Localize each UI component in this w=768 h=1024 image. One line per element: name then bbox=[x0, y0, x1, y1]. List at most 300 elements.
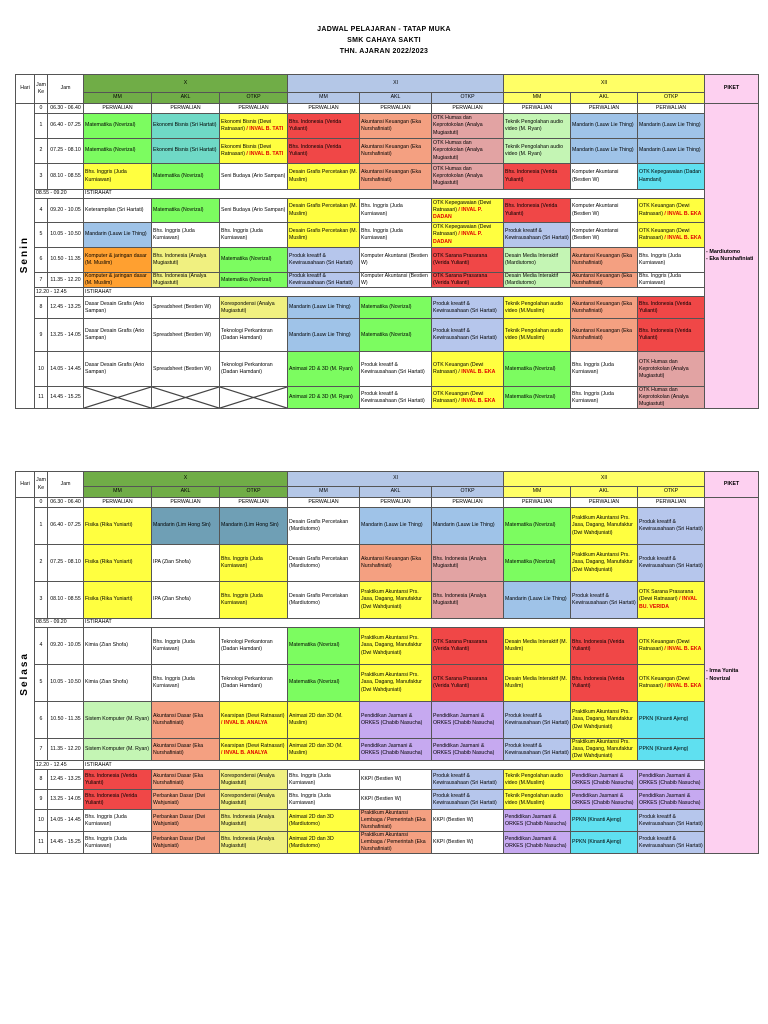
perwalian-cell: PERWALIAN bbox=[288, 104, 360, 114]
lesson-cell bbox=[152, 248, 220, 273]
lesson-text: Produk kreatif & Kewirausahaan (Sri Hartati) bbox=[505, 742, 569, 756]
schedule-table-senin bbox=[15, 74, 759, 409]
period-number: 9 bbox=[35, 790, 48, 810]
lesson-cell bbox=[432, 139, 504, 164]
lesson-text: Bhs. Inggris (Juda Kurniawan) bbox=[639, 252, 681, 266]
lesson-text: Akuntansi Dasar (Eka Nurshafiniati) bbox=[153, 742, 204, 756]
lesson-text: Bhs. Inggris (Juda Kurniawan) bbox=[572, 362, 614, 376]
lesson-text: Kimia (Zian Shofa) bbox=[85, 642, 128, 649]
lesson-text: Korespondensi (Analya Mugiastuti) bbox=[221, 772, 275, 786]
break-time: 08.55 - 09.20 bbox=[35, 190, 84, 199]
lesson-cell bbox=[504, 223, 571, 248]
lesson-cell bbox=[152, 790, 220, 810]
substitute-note: / INVAL B. EKA bbox=[664, 646, 702, 652]
lesson-cell bbox=[288, 739, 360, 761]
period-time: 09.20 - 10.05 bbox=[48, 199, 84, 223]
lesson-text: Dasar Desain Grafis (Ario Sampan) bbox=[85, 300, 145, 314]
lesson-cell bbox=[432, 352, 504, 387]
lesson-cell bbox=[638, 545, 705, 582]
lesson-cell bbox=[288, 665, 360, 702]
lesson-text: Bhs. Indonesia (Analya Mugiastuti) bbox=[433, 555, 487, 569]
lesson-text: Teknologi Perkantoran (Dadan Hamdani) bbox=[221, 675, 273, 689]
major-header-otkp: OTKP bbox=[432, 487, 504, 498]
piket-name: - Mardiutomo bbox=[706, 248, 741, 255]
lesson-text: Bhs. Inggris (Juda Kurniawan) bbox=[85, 835, 127, 849]
day-name: Senin bbox=[19, 235, 31, 274]
lesson-cell bbox=[432, 114, 504, 139]
lesson-cell bbox=[638, 319, 705, 352]
schedule-row bbox=[16, 665, 759, 702]
schedule-row bbox=[16, 508, 759, 545]
lesson-text: Praktikum Akuntansi Prs. Jasa, Dagang, Manufaktur (Dwi Wahdjuniati) bbox=[572, 552, 633, 573]
schedule-row bbox=[16, 223, 759, 248]
lesson-text: Produk kreatif & Kewirausahaan (Sri Hartati) bbox=[433, 792, 497, 806]
lesson-text: Dasar Desain Grafis (Ario Sampan) bbox=[85, 328, 145, 342]
perwalian-cell: PERWALIAN bbox=[288, 498, 360, 508]
lesson-cell bbox=[220, 297, 288, 319]
lesson-cell bbox=[638, 508, 705, 545]
lesson-text: Mandarin (Lauw Lie Thing) bbox=[572, 122, 634, 129]
lesson-text: KKPI (Bestien W) bbox=[433, 839, 474, 846]
lesson-text: Ekonomi Bisnis (Dewi Ratnasari) bbox=[221, 118, 272, 132]
schedule-row bbox=[16, 199, 759, 223]
lesson-text: Bhs. Indonesia (Verida Yulianti) bbox=[572, 675, 625, 689]
perwalian-cell: PERWALIAN bbox=[504, 104, 571, 114]
lesson-cell bbox=[220, 665, 288, 702]
lesson-text: Praktikum Akuntansi Prs. Jasa, Dagang, Manufaktur (Dwi Wahdjuniati) bbox=[361, 635, 422, 656]
period-time: 07.25 - 08.10 bbox=[48, 139, 84, 164]
major-header-otkp: OTKP bbox=[638, 487, 705, 498]
schedule-row bbox=[16, 387, 759, 409]
lesson-text: Bhs. Inggris (Juda Kurniawan) bbox=[289, 772, 331, 786]
lesson-cell bbox=[220, 545, 288, 582]
lesson-text: Animasi 2D dan 3D (M. Muslim) bbox=[289, 742, 343, 756]
lesson-cell bbox=[152, 545, 220, 582]
lesson-cell bbox=[638, 810, 705, 832]
cross-mark-icon bbox=[220, 387, 287, 408]
lesson-text: Bhs. Inggris (Juda Kurniawan) bbox=[572, 390, 614, 404]
lesson-text: Teknik Pengolahan audio video (M.Muslim) bbox=[505, 328, 564, 342]
major-header-mm: MM bbox=[504, 93, 571, 104]
lesson-text: Mandarin (Lauw Lie Thing) bbox=[639, 147, 701, 154]
lesson-cell bbox=[432, 739, 504, 761]
period-time: 10.05 - 10.50 bbox=[48, 223, 84, 248]
lesson-text: Desain Grafis Percetakan (Mardiutomo) bbox=[289, 555, 349, 569]
lesson-text: Matematika (Novrizal) bbox=[85, 122, 136, 129]
lesson-text: Pendidikan Jasmani & ORKES (Chabib Nasucha) bbox=[505, 813, 567, 827]
lesson-text: Akuntansi Dasar (Eka Nurshafiniati) bbox=[153, 712, 204, 726]
lesson-cell bbox=[638, 352, 705, 387]
lesson-text: Animasi 2D & 3D (M. Ryan) bbox=[289, 365, 353, 372]
lesson-text: Praktikum Akuntansi Prs. Jasa, Dagang, Manufaktur (Dwi Wahdjuniati) bbox=[361, 672, 422, 693]
lesson-text: Desain Media Interaktif (M. Muslim) bbox=[505, 638, 568, 652]
lesson-text: Mandarin (Lauw Lie Thing) bbox=[85, 231, 147, 238]
lesson-text: Pendidikan Jasmani & ORKES (Chabib Nasucha) bbox=[361, 742, 423, 756]
lesson-cell bbox=[504, 702, 571, 739]
lesson-text: Spreadsheet (Bestien W) bbox=[153, 331, 211, 338]
lesson-cell bbox=[220, 810, 288, 832]
lesson-text: Bhs. Indonesia (Analya Mugiastuti) bbox=[221, 835, 275, 849]
lesson-cell bbox=[220, 248, 288, 273]
period-time: 10.50 - 11.35 bbox=[48, 248, 84, 273]
substitute-note: / INVAL B. TATI bbox=[246, 151, 284, 157]
lesson-text: Mandarin (Lim Hong Sin) bbox=[153, 522, 211, 529]
lesson-text: Desain Grafis Percetakan (Mardiutomo) bbox=[289, 592, 349, 606]
lesson-text: Bhs. Inggris (Juda Kurniawan) bbox=[639, 273, 681, 287]
lesson-cell bbox=[360, 665, 432, 702]
perwalian-cell: PERWALIAN bbox=[84, 498, 152, 508]
lesson-text: Bhs. Indonesia (Analya Mugiastuti) bbox=[433, 592, 487, 606]
lesson-cell bbox=[288, 352, 360, 387]
lesson-text: Bhs. Inggris (Juda Kurniawan) bbox=[153, 638, 195, 652]
lesson-text: Bhs. Inggris (Juda Kurniawan) bbox=[153, 675, 195, 689]
lesson-text: Desain Media Interaktif (Mardiutomo) bbox=[505, 273, 559, 287]
lesson-cell bbox=[571, 387, 638, 409]
lesson-text: Akuntansi Keuangan (Eka Nurshafiniati) bbox=[572, 252, 633, 266]
break-time: 12.20 - 12.45 bbox=[35, 288, 84, 297]
lesson-text: OTK Humas dan Keprotokolan (Analya Mugiastuti) bbox=[433, 115, 483, 136]
lesson-cell bbox=[571, 582, 638, 619]
lesson-cell bbox=[220, 739, 288, 761]
perwalian-cell: PERWALIAN bbox=[220, 498, 288, 508]
lesson-text: OTK Keuangan (Dewi Ratnasari) bbox=[639, 675, 690, 689]
lesson-text: Produk kreatif & Kewirausahaan (Sri Hartati) bbox=[639, 518, 703, 532]
lesson-text: Produk kreatif & Kewirausahaan (Sri Hartati) bbox=[289, 273, 353, 287]
lesson-cell bbox=[152, 164, 220, 190]
lesson-text: Bhs. Indonesia (Verida Yulianti) bbox=[505, 203, 558, 217]
cross-mark-icon bbox=[84, 387, 151, 408]
lesson-cell bbox=[84, 199, 152, 223]
day-name: Selasa bbox=[19, 652, 31, 696]
lesson-text: Akuntansi Keuangan (Eka Nurshafiniati) bbox=[361, 555, 421, 569]
lesson-cell bbox=[504, 508, 571, 545]
lesson-cell bbox=[152, 139, 220, 164]
school-year: THN. AJARAN 2022/2023 bbox=[339, 48, 429, 55]
lesson-cell bbox=[360, 545, 432, 582]
empty-slot bbox=[152, 387, 220, 409]
perwalian-cell: PERWALIAN bbox=[152, 104, 220, 114]
lesson-cell bbox=[84, 832, 152, 854]
lesson-cell bbox=[432, 665, 504, 702]
lesson-text: Teknik Pengolahan audio video (M.Muslim) bbox=[505, 300, 564, 314]
lesson-text: Produk kreatif & Kewirausahaan (Sri Hartati) bbox=[505, 227, 569, 241]
lesson-cell bbox=[152, 702, 220, 739]
lesson-text: Matematika (Novrizal) bbox=[289, 679, 340, 686]
schedule-row bbox=[16, 248, 759, 273]
lesson-cell bbox=[504, 114, 571, 139]
col-header-hari: Hari bbox=[16, 472, 35, 498]
lesson-text: Matematika (Novrizal) bbox=[221, 256, 272, 263]
lesson-text: Bhs. Indonesia (Analya Mugiastuti) bbox=[221, 813, 275, 827]
lesson-text: Praktikum Akuntansi Lembaga / Pemerintah (Eka Nurshafiniati) bbox=[361, 832, 426, 853]
lesson-text: Produk kreatif & Kewirausahaan (Sri Hartati) bbox=[639, 835, 703, 849]
lesson-text: OTK Humas dan Keprotokolan (Analya Mugiastuti) bbox=[639, 358, 689, 379]
lesson-cell bbox=[571, 665, 638, 702]
lesson-text: Matematika (Novrizal) bbox=[221, 276, 272, 283]
lesson-text: Matematika (Novrizal) bbox=[505, 365, 556, 372]
lesson-text: Akuntansi Keuangan (Eka Nurshafiniati) bbox=[572, 273, 633, 287]
lesson-text: Praktikum Akuntansi Prs. Jasa, Dagang, Manufaktur (Dwi Wahdjuniati) bbox=[572, 739, 633, 760]
day-label bbox=[16, 498, 35, 854]
break-time: 08.55 - 09.20 bbox=[35, 619, 84, 628]
lesson-text: Bhs. Inggris (Juda Kurniawan) bbox=[361, 227, 403, 241]
break-label: ISTIRAHAT bbox=[84, 288, 705, 297]
schedule-row bbox=[16, 761, 759, 770]
period-number: 5 bbox=[35, 665, 48, 702]
lesson-cell bbox=[360, 139, 432, 164]
period-number: 4 bbox=[35, 628, 48, 665]
lesson-cell bbox=[432, 832, 504, 854]
lesson-cell bbox=[152, 199, 220, 223]
lesson-cell bbox=[504, 832, 571, 854]
lesson-cell bbox=[220, 319, 288, 352]
schedule-row bbox=[16, 297, 759, 319]
lesson-cell bbox=[504, 139, 571, 164]
lesson-cell bbox=[432, 628, 504, 665]
lesson-cell bbox=[360, 702, 432, 739]
lesson-cell bbox=[84, 114, 152, 139]
lesson-cell bbox=[638, 582, 705, 619]
lesson-text: Fisika (Rika Yuniarti) bbox=[85, 596, 133, 603]
lesson-cell bbox=[504, 582, 571, 619]
break-label: ISTIRAHAT bbox=[84, 619, 705, 628]
period-number: 0 bbox=[35, 104, 48, 114]
lesson-text: Komputer Akuntansi (Bestien W) bbox=[572, 227, 619, 241]
lesson-text: Pendidikan Jasmani & ORKES (Chabib Nasucha) bbox=[433, 712, 495, 726]
lesson-text: Pendidikan Jasmani & ORKES (Chabib Nasucha) bbox=[639, 772, 701, 786]
empty-slot bbox=[84, 387, 152, 409]
lesson-text: Korespondensi (Analya Mugiastuti) bbox=[221, 300, 275, 314]
period-number: 3 bbox=[35, 582, 48, 619]
lesson-cell bbox=[152, 508, 220, 545]
lesson-cell bbox=[432, 582, 504, 619]
lesson-text: KKPI (Bestien W) bbox=[433, 817, 474, 824]
lesson-text: OTK Sarana Prasarana (Verida Yulianti) bbox=[433, 252, 488, 266]
lesson-text: Ekonomi Bisnis (Sri Hartati) bbox=[153, 122, 217, 129]
lesson-cell bbox=[360, 199, 432, 223]
lesson-text: Bhs. Inggris (Juda Kurniawan) bbox=[85, 169, 127, 183]
period-time: 13.25 - 14.05 bbox=[48, 319, 84, 352]
lesson-cell bbox=[571, 164, 638, 190]
lesson-text: Fisika (Rika Yuniarti) bbox=[85, 522, 133, 529]
schedule-row bbox=[16, 498, 759, 508]
period-time: 14.05 - 14.45 bbox=[48, 810, 84, 832]
period-number: 5 bbox=[35, 223, 48, 248]
schedule-row bbox=[16, 702, 759, 739]
lesson-cell bbox=[360, 810, 432, 832]
period-number: 11 bbox=[35, 387, 48, 409]
lesson-cell bbox=[571, 248, 638, 273]
lesson-text: Desain Grafis Percetakan (M. Muslim) bbox=[289, 169, 358, 183]
lesson-cell bbox=[220, 114, 288, 139]
lesson-text: Perbankan Dasar (Dwi Wahjuniati) bbox=[153, 792, 206, 806]
lesson-cell bbox=[360, 114, 432, 139]
lesson-text: Teknik Pengolahan audio video (M. Ryan) bbox=[505, 118, 564, 132]
lesson-text: Komputer Akuntansi (Bestien W) bbox=[361, 252, 428, 266]
lesson-cell bbox=[571, 297, 638, 319]
lesson-text: Bhs. Indonesia (Verida Yulianti) bbox=[289, 118, 342, 132]
lesson-text: Ekonomi Bisnis (Sri Hartati) bbox=[153, 147, 217, 154]
lesson-cell bbox=[504, 665, 571, 702]
lesson-cell bbox=[152, 770, 220, 790]
lesson-text: Animasi 2D & 3D (M. Ryan) bbox=[289, 394, 353, 401]
lesson-text: OTK Keuangan (Dewi Ratnasari) bbox=[639, 638, 690, 652]
lesson-cell bbox=[288, 832, 360, 854]
lesson-cell bbox=[504, 387, 571, 409]
lesson-cell bbox=[220, 508, 288, 545]
substitute-note: / INVAL P. DADAN bbox=[433, 231, 483, 245]
lesson-cell bbox=[571, 223, 638, 248]
lesson-cell bbox=[432, 223, 504, 248]
period-number: 10 bbox=[35, 352, 48, 387]
major-header-akl: AKL bbox=[360, 487, 432, 498]
major-header-mm: MM bbox=[84, 487, 152, 498]
lesson-text: Mandarin (Lim Hong Sin) bbox=[221, 522, 279, 529]
lesson-text: Desain Grafis Percetakan (Mardiutomo) bbox=[289, 518, 349, 532]
period-time: 14.45 - 15.25 bbox=[48, 387, 84, 409]
schedule-row bbox=[16, 273, 759, 288]
period-number: 8 bbox=[35, 770, 48, 790]
lesson-cell bbox=[360, 248, 432, 273]
lesson-text: Kearsipan (Dewi Ratnasari) bbox=[221, 712, 285, 719]
lesson-cell bbox=[152, 114, 220, 139]
major-header-akl: AKL bbox=[360, 93, 432, 104]
lesson-text: OTK Kepegawaian (Dewi Ratnasari) bbox=[433, 224, 492, 238]
period-time: 07.25 - 08.10 bbox=[48, 545, 84, 582]
lesson-cell bbox=[360, 352, 432, 387]
lesson-text: Bhs. Indonesia (Verida Yulianti) bbox=[572, 638, 625, 652]
col-header-jam: Jam bbox=[48, 472, 84, 498]
lesson-cell bbox=[571, 199, 638, 223]
lesson-cell bbox=[288, 790, 360, 810]
lesson-cell bbox=[638, 297, 705, 319]
lesson-cell bbox=[220, 223, 288, 248]
lesson-text: Teknologi Perkantoran (Dadan Hamdani) bbox=[221, 328, 273, 342]
lesson-cell bbox=[638, 665, 705, 702]
schedule-row bbox=[16, 545, 759, 582]
perwalian-cell: PERWALIAN bbox=[638, 104, 705, 114]
lesson-text: Bhs. Inggris (Juda Kurniawan) bbox=[221, 592, 263, 606]
lesson-cell bbox=[84, 702, 152, 739]
lesson-cell bbox=[152, 319, 220, 352]
lesson-cell bbox=[432, 297, 504, 319]
col-header-hari: Hari bbox=[16, 75, 35, 104]
schedule-row bbox=[16, 164, 759, 190]
lesson-cell bbox=[360, 297, 432, 319]
lesson-cell bbox=[571, 770, 638, 790]
lesson-text: Praktikum Akuntansi Prs. Jasa, Dagang, Manufaktur (Dwi Wahdjuniati) bbox=[572, 515, 633, 536]
period-time: 06.30 - 06.40 bbox=[48, 498, 84, 508]
lesson-cell bbox=[571, 628, 638, 665]
lesson-cell bbox=[432, 810, 504, 832]
lesson-text: Teknik Pengolahan audio video (M.Muslim) bbox=[505, 772, 564, 786]
major-header-akl: AKL bbox=[571, 487, 638, 498]
period-time: 11.35 - 12.20 bbox=[48, 273, 84, 288]
substitute-note: INVAL B. EKA bbox=[461, 397, 496, 404]
lesson-cell bbox=[360, 790, 432, 810]
schedule-row bbox=[16, 114, 759, 139]
lesson-cell bbox=[432, 319, 504, 352]
lesson-cell bbox=[432, 199, 504, 223]
lesson-text: Bhs. Inggris (Juda Kurniawan) bbox=[85, 813, 127, 827]
lesson-text: Animasi 2D dan 3D (Mardiutomo) bbox=[289, 835, 334, 849]
lesson-cell bbox=[152, 628, 220, 665]
lesson-text: Teknologi Perkantoran (Dadan Hamdani) bbox=[221, 638, 273, 652]
break-label: ISTIRAHAT bbox=[84, 190, 705, 199]
major-header-mm: MM bbox=[288, 487, 360, 498]
major-header-otkp: OTKP bbox=[220, 487, 288, 498]
period-number: 6 bbox=[35, 702, 48, 739]
lesson-cell bbox=[638, 199, 705, 223]
period-number: 6 bbox=[35, 248, 48, 273]
substitute-note: INVAL B. EKA bbox=[461, 369, 496, 376]
lesson-text: Desain Grafis Percetakan (M. Muslim) bbox=[289, 203, 358, 217]
lesson-text: Komputer & jaringan dasar (M. Muslim) bbox=[85, 252, 147, 266]
major-header-mm: MM bbox=[288, 93, 360, 104]
lesson-text: OTK Sarana Prasarana (Verida Yulianti) bbox=[433, 675, 488, 689]
lesson-cell bbox=[360, 164, 432, 190]
lesson-cell bbox=[638, 832, 705, 854]
lesson-text: Korespondensi (Analya Mugiastuti) bbox=[221, 792, 275, 806]
lesson-text: IPA (Zian Shofa) bbox=[153, 596, 191, 603]
lesson-cell bbox=[504, 545, 571, 582]
substitute-note: / INVAL B. EKA bbox=[664, 683, 702, 689]
lesson-cell bbox=[504, 248, 571, 273]
lesson-cell bbox=[504, 164, 571, 190]
lesson-text: Animasi 2D dan 3D (Mardiutomo) bbox=[289, 813, 334, 827]
lesson-cell bbox=[84, 352, 152, 387]
lesson-text: Akuntansi Dasar (Eka Nurshafiniati) bbox=[153, 772, 204, 786]
period-time: 06.30 - 06.40 bbox=[48, 104, 84, 114]
lesson-cell bbox=[288, 223, 360, 248]
lesson-cell bbox=[288, 702, 360, 739]
lesson-cell bbox=[84, 248, 152, 273]
schedule-row bbox=[16, 619, 759, 628]
lesson-cell bbox=[571, 352, 638, 387]
lesson-cell bbox=[360, 582, 432, 619]
schedule-row bbox=[16, 104, 759, 114]
lesson-cell bbox=[220, 770, 288, 790]
substitute-note: / INVAL B. TATI bbox=[246, 126, 284, 132]
lesson-text: Akuntansi Keuangan (Eka Nurshafiniati) bbox=[361, 169, 421, 183]
lesson-text: Desain Grafis Percetakan (M. Muslim) bbox=[289, 227, 358, 241]
lesson-cell bbox=[571, 790, 638, 810]
lesson-text: Mandarin (Lauw Lie Thing) bbox=[639, 122, 701, 129]
schedule-row bbox=[16, 832, 759, 854]
period-time: 08.10 - 08.55 bbox=[48, 164, 84, 190]
lesson-cell bbox=[220, 628, 288, 665]
lesson-cell bbox=[638, 770, 705, 790]
lesson-text: Mandarin (Lauw Lie Thing) bbox=[572, 147, 634, 154]
period-time: 14.05 - 14.45 bbox=[48, 352, 84, 387]
schedule-row bbox=[16, 739, 759, 761]
lesson-cell bbox=[288, 387, 360, 409]
lesson-cell bbox=[288, 297, 360, 319]
lesson-cell bbox=[571, 810, 638, 832]
lesson-text: Spreadsheet (Bestien W) bbox=[153, 304, 211, 311]
lesson-cell bbox=[571, 114, 638, 139]
lesson-text: Keterampilan (Sri Hartati) bbox=[85, 206, 144, 213]
lesson-cell bbox=[220, 790, 288, 810]
period-time: 10.50 - 11.35 bbox=[48, 702, 84, 739]
lesson-text: Produk kreatif & Kewirausahaan (Sri Hartati) bbox=[639, 813, 703, 827]
lesson-cell bbox=[360, 739, 432, 761]
lesson-cell bbox=[288, 545, 360, 582]
lesson-text: Matematika (Novrizal) bbox=[153, 206, 204, 213]
lesson-cell bbox=[638, 223, 705, 248]
period-time: 11.35 - 12.20 bbox=[48, 739, 84, 761]
lesson-text: Desain Media Interaktif (M. Muslim) bbox=[505, 675, 568, 689]
